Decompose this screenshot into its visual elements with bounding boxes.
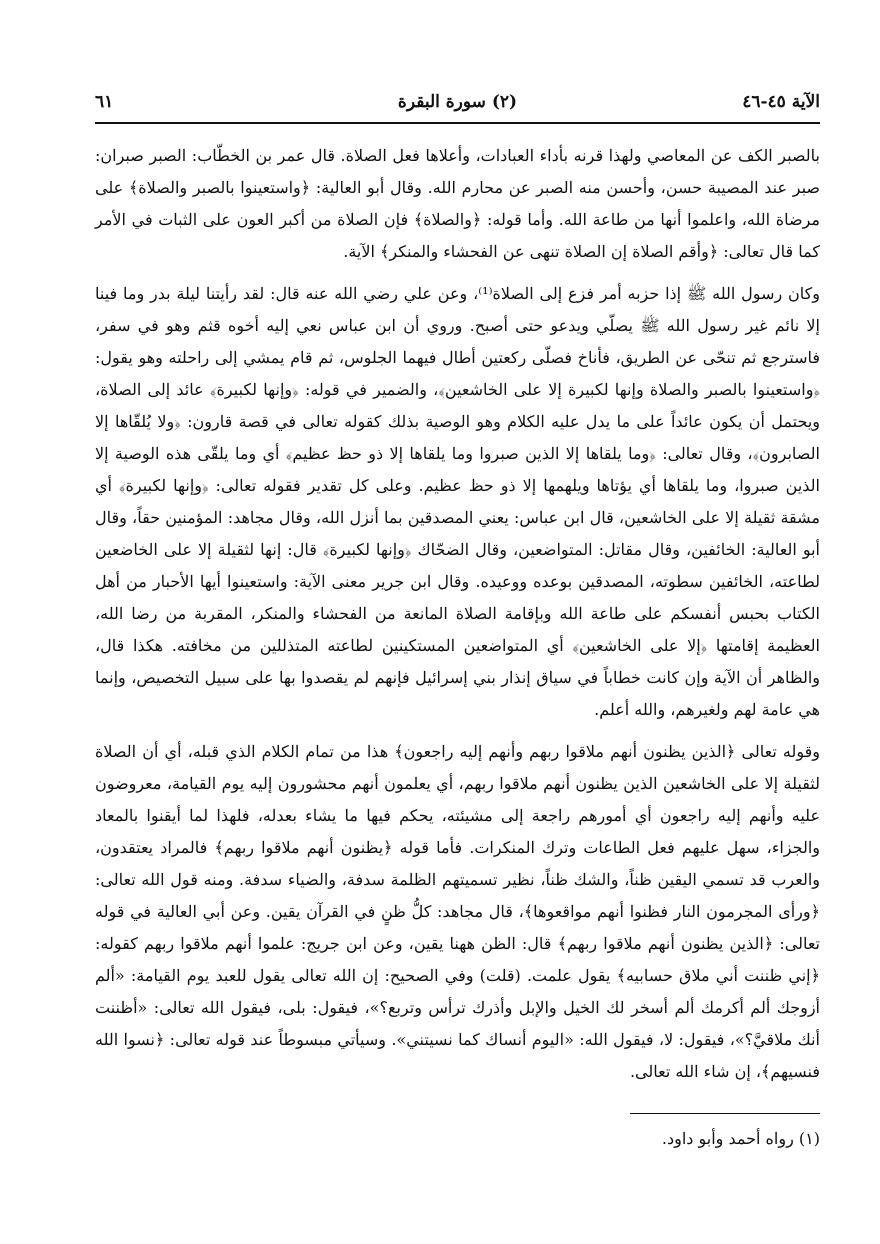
surah-title: (٢) سورة البقرة <box>397 92 518 112</box>
main-text <box>95 140 820 1098</box>
footnote: (١) رواه أحمد وأبو داود. <box>661 1129 820 1148</box>
header-rule <box>95 122 820 124</box>
footnote-rule <box>630 1113 820 1114</box>
verse-range: الآية ٤٥-٤٦ <box>742 92 820 112</box>
page-number: ٦١ <box>95 92 114 112</box>
page-header <box>95 92 820 118</box>
paragraph-1: بالصبر الكف عن المعاصي ولهذا قرنه بأداء العبادات، وأعلاها فعل الصلاة. قال عمر بن الخطّاب: الصبر صبران: صبر عند المصيبة حسن، وأحسن منه الصبر عن محارم الله. وقال أبو العالية: ﴿واستعينوا بالصبر والصلاة﴾ على مرضاة الله، واعلموا أنها من طاعة الله. وأما قوله: ﴿والصلاة﴾ فإن الصلاة من أكبر العون على الثبات في الأمر كما قال تعالى: ﴿وأقم الصلاة إن الصلاة تنهى عن الفحشاء والمنكر﴾ الآية. <box>95 146 820 261</box>
paragraph-3: وقوله تعالى ﴿الذين يظنون أنهم ملاقوا ربهم وأنهم إليه راجعون﴾ هذا من تمام الكلام الذي قبله، أي أن الصلاة لثقيلة إلا على الخاشعين الذين يظنون أنهم ملاقوا ربهم، أي يعلمون أنهم محشورون إليه يوم القيامة، معروضون عليه وأنهم إليه راجعون أي أمورهم راجعة إلى مشيئته، يحكم فيها ما يشاء بعدله، فلهذا لما أيقنوا بالمعاد والجزاء، سهل عليهم فعل الطاعات وترك المنكرات. فأما قوله ﴿يظنون أنهم ملاقوا ربهم﴾ فالمراد يعتقدون، والعرب قد تسمي اليقين ظناً، والشك ظناً، نظير تسميتهم الظلمة سدفة، والضياء سدفة. ومنه قول الله تعالى: ﴿ورأى المجرمون النار فظنوا أنهم مواقعوها﴾، قال مجاهد: كلُّ ظنٍ في القرآن يقين. وعن أبي العالية في قوله تعالى: ﴿الذين يظنون أنهم ملاقوا ربهم﴾ قال: الظن ههنا يقين، وعن ابن جريج: علموا أنهم ملاقوا ربهم كقوله: ﴿إني ظننت أني ملاق حسابيه﴾ يقول علمت. (قلت) وفي الصحيح: إن الله تعالى يقول للعبد يوم القيامة: «ألم أزوجك ألم أكرمك ألم أسخر لك الخيل والإبل وأذرك ترأس وتربع؟»، فيقول: بلى، فيقول الله تعالى: «أظننت أنك ملاقيَّ؟»، فيقول: لا، فيقول الله: «اليوم أنساك كما نسيتني». وسيأتي مبسوطاً عند قوله تعالى: ﴿نسوا الله فنسيهم﴾، إن شاء الله تعالى. <box>95 742 821 1081</box>
paragraph-2: وكان رسول الله ﷺ إذا حزبه أمر فزع إلى الصلاة⁽¹⁾، وعن علي رضي الله عنه قال: لقد رأيتنا ليلة بدر وما فينا إلا نائم غير رسول الله ﷺ يصلّي ويدعو حتى أصبح. وروي أن ابن عباس نعي إليه أخوه قثم وهو في سفر، فاسترجع ثم تنحّى عن الطريق، فأناخ فصلّى ركعتين أطال فيهما الجلوس، ثم قام يمشي إلى راحلته وهو يقول: ﴿واستعينوا بالصبر والصلاة وإنها لكبيرة إلا على الخاشعين﴾، والضمير في قوله: ﴿وإنها لكبيرة﴾ عائد إلى الصلاة، ويحتمل أن يكون عائداً على ما يدل عليه الكلام وهو الوصية بذلك كقوله تعالى في قصة قارون: ﴿ولا يُلقّاها إلا الصابرون﴾، وقال تعالى: ﴿وما يلقاها إلا الذين صبروا وما يلقاها إلا ذو حظ عظيم﴾ أي وما يلقّى هذه الوصية إلا الذين صبروا، وما يلقاها أي يؤتاها ويلهمها إلا ذو حظ عظيم. وعلى كل تقدير فقوله تعالى: ﴿وإنها لكبيرة﴾ أي مشقة ثقيلة إلا على الخاشعين، قال ابن عباس: يعني المصدقين بما أنزل الله، وقال مجاهد: المؤمنين حقاً، وقال أبو العالية: الخائفين، وقال مقاتل: المتواضعين، وقال الضحّاك ﴿وإنها لكبيرة﴾ قال: إنها لثقيلة إلا على الخاضعين لطاعته، الخائفين سطوته، المصدقين بوعده ووعيده. وقال ابن جرير معنى الآية: واستعينوا أيها الأحبار من أهل الكتاب بحبس أنفسكم على طاعة الله وبإقامة الصلاة المانعة من الفحشاء والمنكر، المقربة من رضا الله، العظيمة إقامتها ﴿إلا على الخاشعين﴾ أي المتواضعين المستكينين لطاعته المتذللين من مخافته. هكذا قال، والظاهر أن الآية وإن كانت خطاباً في سياق إنذار بني إسرائيل فإنهم لم يقصدوا بها على سبيل التخصيص، وإنما هي عامة لهم ولغيرهم، والله أعلم. <box>95 284 821 719</box>
